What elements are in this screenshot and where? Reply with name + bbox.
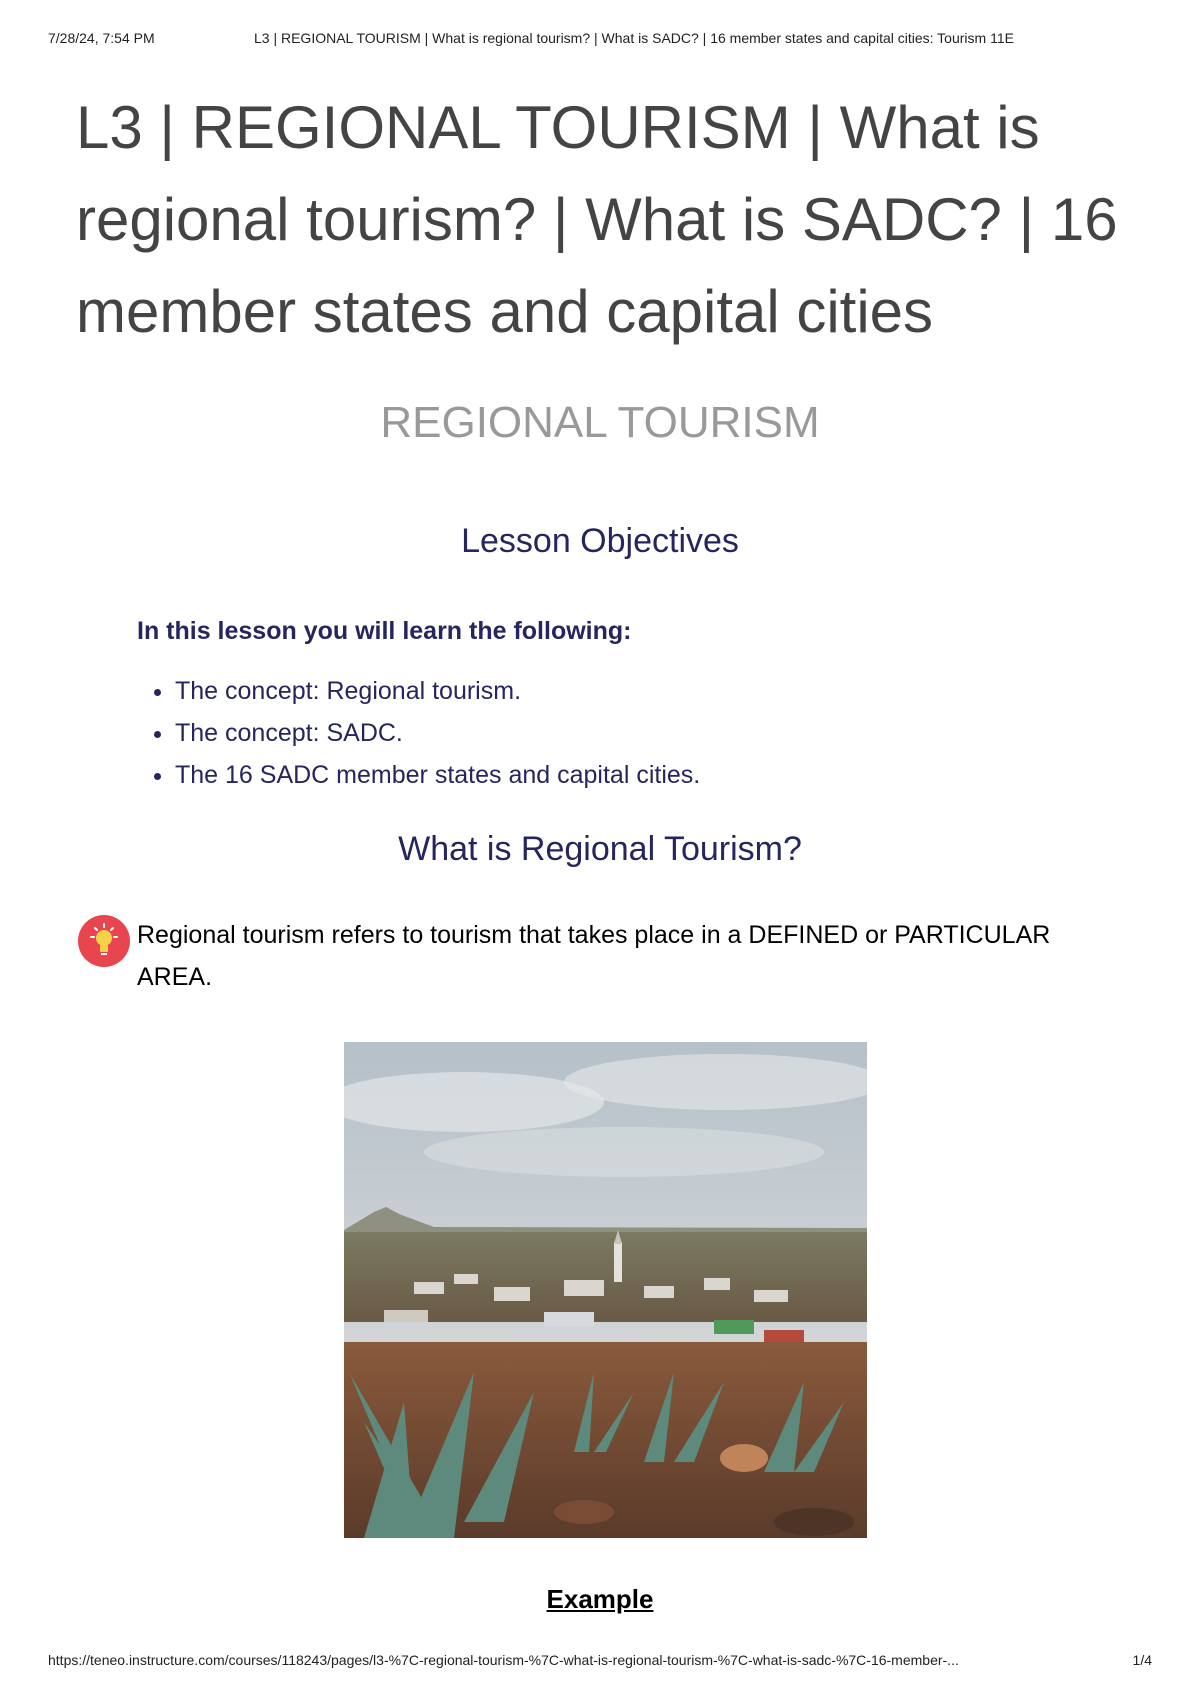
example-label: Example: [546, 1584, 654, 1614]
regional-tourism-heading: What is Regional Tourism?: [398, 830, 802, 868]
landscape-photo: [344, 1042, 867, 1538]
print-header: [48, 30, 1152, 50]
list-item: • The 16 SADC member states and capital cities.: [175, 754, 700, 796]
objectives-list: [137, 670, 700, 796]
print-footer: [48, 1652, 1152, 1672]
lightbulb-icon: [78, 915, 130, 967]
section-title: REGIONAL TOURISM: [380, 398, 820, 447]
page-title: L3 | REGIONAL TOURISM | What is regional tourism? | What is SADC? | 16 member states and capital cities: [76, 94, 1118, 345]
print-datetime: 7/28/24, 7:54 PM: [48, 30, 155, 46]
list-item: • The concept: Regional tourism.: [175, 670, 700, 712]
list-item: • The concept: SADC.: [175, 712, 700, 754]
lesson-objectives-heading: Lesson Objectives: [461, 522, 739, 560]
print-doc-title: L3 | REGIONAL TOURISM | What is regional tourism? | What is SADC? | 16 member states and capital cities: Tourism 11E: [254, 30, 1014, 46]
print-url: https://teneo.instructure.com/courses/118243/pages/l3-%7C-regional-tourism-%7C-what-is-regional-tourism-%7C-what-is-sadc-%7C-16-member-...: [48, 1652, 959, 1668]
regional-tourism-definition: Regional tourism refers to tourism that takes place in a DEFINED or PARTICULAR AREA.: [137, 921, 1051, 991]
page-number: 1/4: [1132, 1652, 1152, 1668]
objectives-intro: In this lesson you will learn the following:: [137, 617, 632, 645]
